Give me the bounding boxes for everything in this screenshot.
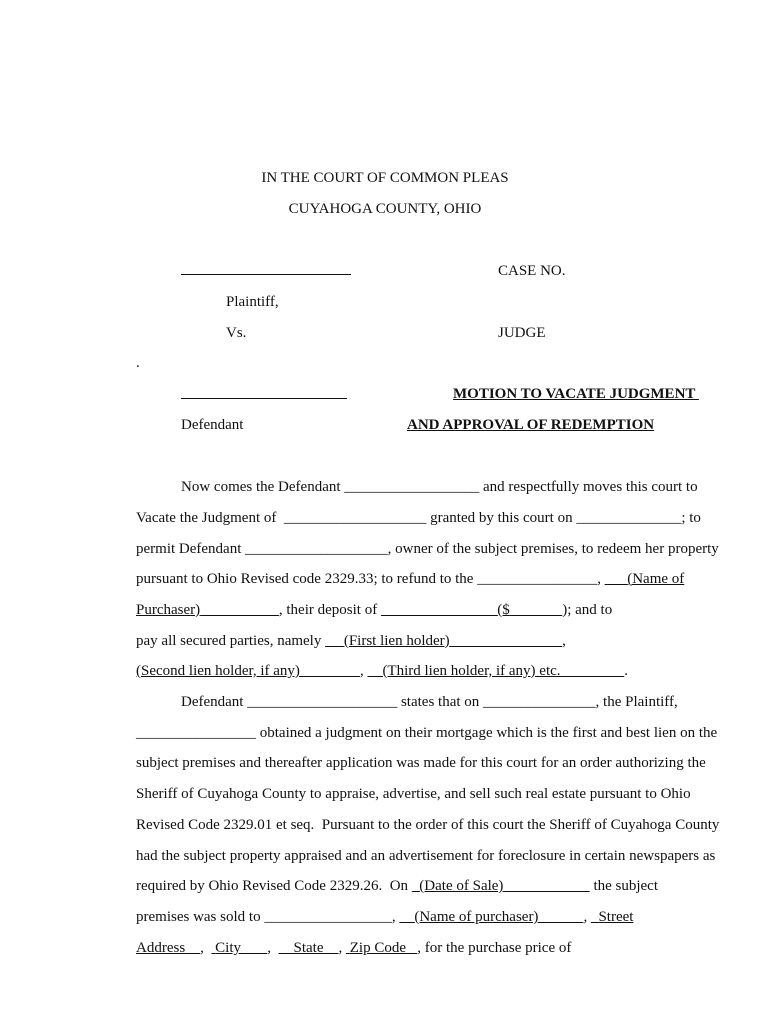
zip-field: Zip Code	[349, 940, 407, 956]
body-line-2: Vacate the Judgment of ___________________ granted by this court on ______________; to	[136, 510, 701, 526]
address-field: Address	[136, 940, 186, 956]
third-lien-field: (Third lien holder, if any) etc.	[382, 663, 561, 679]
body-line-3: permit Defendant ___________________, owner of the subject premises, to redeem her property	[136, 541, 719, 557]
body-line-15: premises was sold to _________________, (Name of purchaser) , Street	[136, 909, 634, 925]
body-line-10: subject premises and thereafter application was made for this court for an order authorizing the	[136, 755, 706, 771]
body-line-7: (Second lien holder, if any) , (Third lien holder, if any) etc. .	[136, 663, 629, 679]
vs-label: Vs.	[226, 325, 247, 341]
body-line-1: Now comes the Defendant __________________ and respectfully moves this court to	[181, 479, 698, 495]
body-line-5: Purchaser) , their deposit of ($ ); and to	[136, 602, 613, 618]
body-line-13: had the subject property appraised and an advertisement for foreclosure in certain newspapers as	[136, 848, 716, 864]
second-lien-field: (Second lien holder, if any)	[136, 663, 300, 679]
plaintiff-name-blank	[181, 274, 351, 275]
body-line-16: Address , City , State , Zip Code , for the purchase price of	[136, 940, 572, 956]
court-heading: IN THE COURT OF COMMON PLEAS	[261, 170, 509, 186]
purchaser-name-field: (Name of purchaser)	[414, 909, 539, 925]
motion-title-line2: AND APPROVAL OF REDEMPTION	[407, 417, 655, 433]
body-line-11: Sheriff of Cuyahoga County to appraise, advertise, and sell such real estate pursuant to Ohio	[136, 786, 691, 802]
body-line-12: Revised Code 2329.01 et seq. Pursuant to the order of this court the Sheriff of Cuyahoga County	[136, 817, 720, 833]
state-field: State	[293, 940, 324, 956]
defendant-name-blank	[181, 398, 347, 399]
case-no-label: CASE NO.	[498, 263, 566, 279]
and-to-text: ); and to	[562, 602, 613, 618]
body-line-9: ________________ obtained a judgment on their mortgage which is the first and best lien on the	[136, 725, 718, 741]
city-field: City	[215, 940, 242, 956]
judge-label: JUDGE	[498, 325, 546, 341]
body-line-4: pursuant to Ohio Revised code 2329.33; to refund to the ________________, (Name of	[136, 571, 685, 587]
defendant-label: Defendant	[181, 417, 244, 433]
county-heading: CUYAHOGA COUNTY, OHIO	[288, 201, 482, 217]
date-of-sale-field: (Date of Sale)	[419, 878, 504, 894]
street-field: Street	[598, 909, 634, 925]
first-lien-field: (First lien holder)	[343, 633, 450, 649]
motion-title-line1: MOTION TO VACATE JUDGMENT	[453, 386, 699, 402]
body-line-8: Defendant ____________________ states that on _______________, the Plaintiff,	[181, 694, 678, 710]
plaintiff-label: Plaintiff,	[226, 294, 279, 310]
name-of-purchaser-field-start: (Name of	[627, 571, 685, 587]
body-line-6: pay all secured parties, namely (First lien holder) ,	[136, 633, 566, 649]
body-line-14: required by Ohio Revised Code 2329.26. On (Date of Sale) the subject	[136, 878, 659, 894]
deposit-dollar-field: ($	[497, 602, 510, 618]
stray-dot: .	[136, 355, 140, 371]
